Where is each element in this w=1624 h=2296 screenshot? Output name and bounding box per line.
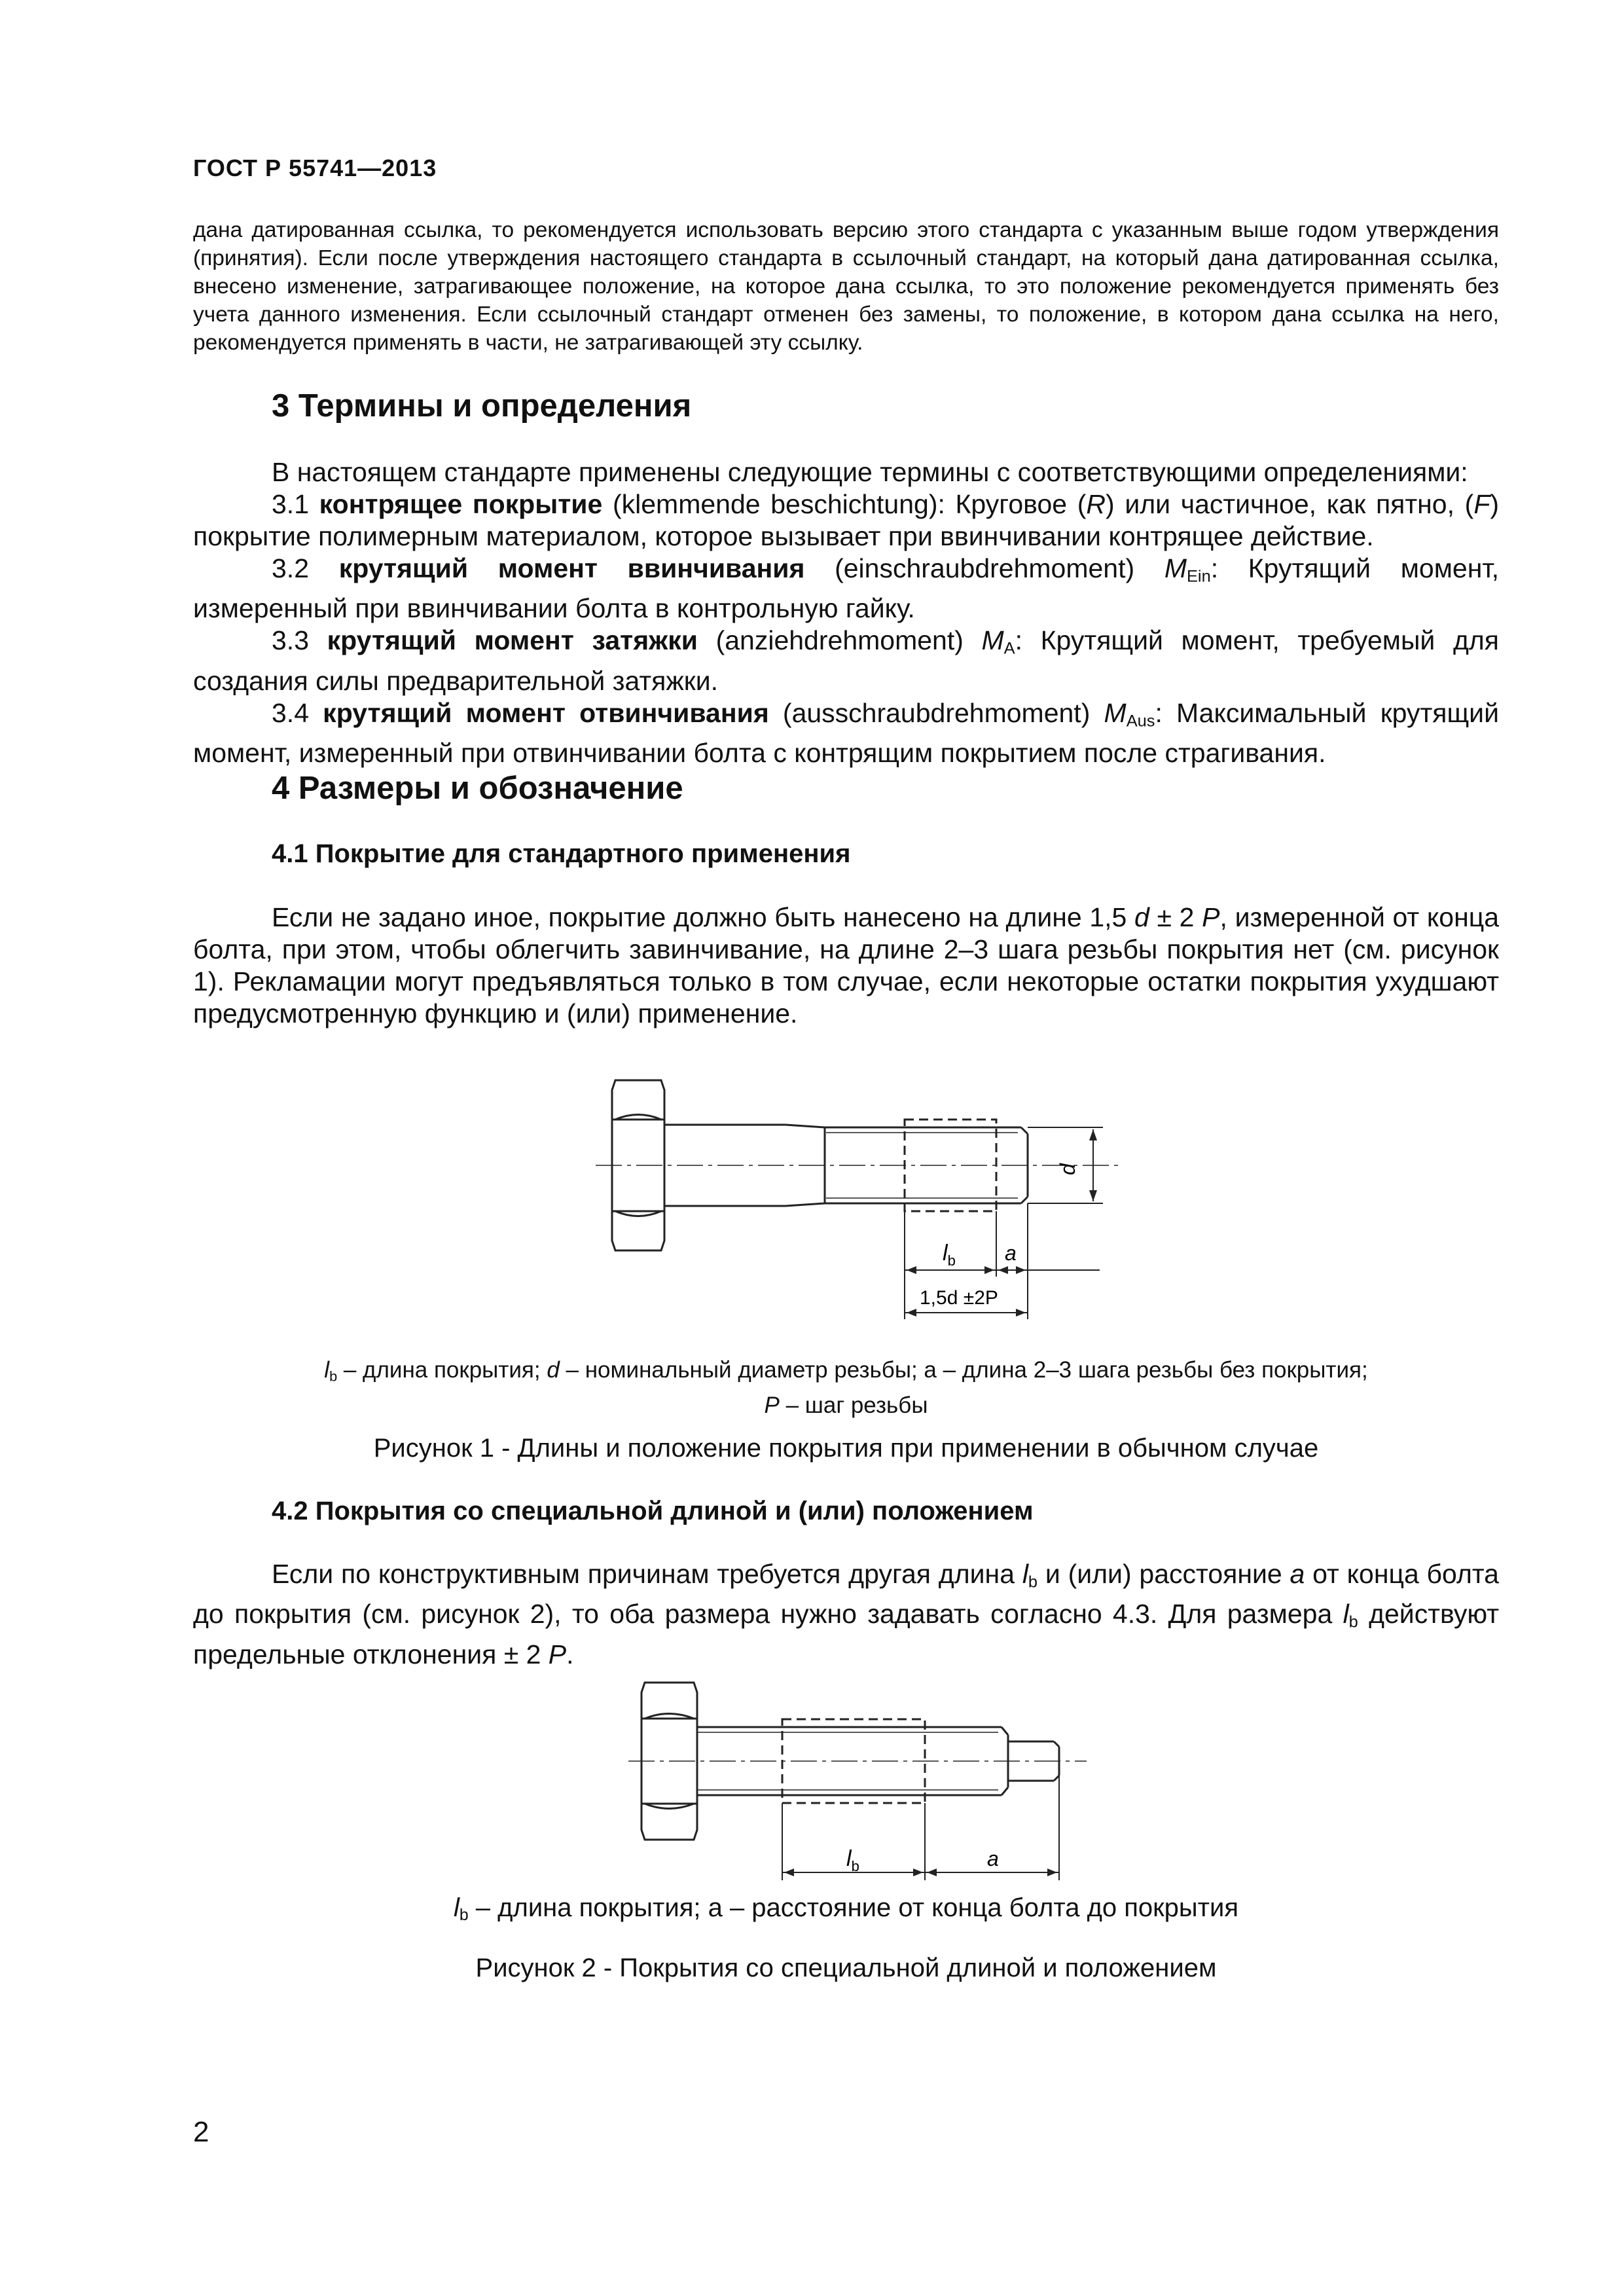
subsection-4-2-title: 4.2 Покрытия со специальной длиной и (или) положением <box>272 1497 1034 1525</box>
figure-2-note: $l_b$ – длина покрытия; а – расстояние от конца болта до покрытия <box>454 1893 1238 1925</box>
figure-1-label-lb: $l_b$ <box>943 1241 956 1269</box>
term-3-2: 3.2 крутящий момент ввинчивания (einschraubdrehmoment) $M_{Ein}$: Крутящий момент, измеренный при ввинчивании болта в контрольную гайку. <box>193 553 1499 624</box>
figure-1-label-d: d <box>1056 1163 1079 1175</box>
page-number: 2 <box>193 2116 209 2148</box>
term-3-3: 3.3 крутящий момент затяжки (anziehdrehmoment) $M_A$: Крутящий момент, требуемый для создания силы предварительной затяжки. <box>193 625 1499 696</box>
figure-1-label-a: a <box>1005 1241 1017 1265</box>
standard-header: ГОСТ Р 55741—2013 <box>193 155 437 181</box>
figure-2-caption: Рисунок 2 - Покрытия со специальной длиной и положением <box>475 1954 1217 1982</box>
figure-1-bolt-drawing <box>589 1067 1126 1342</box>
figure-1-caption: Рисунок 1 - Длины и положение покрытия при применении в обычном случае <box>373 1434 1319 1463</box>
term-3-4: 3.4 крутящий момент отвинчивания (ausschraubdrehmoment) $M_{Aus}$: Максимальный крутящий момент, измеренный при отвинчивании болта с контрящим покрытием после страгивания. <box>193 697 1499 769</box>
subsection-4-2-body: Если по конструктивным причинам требуется другая длина $l_b$ и (или) расстояние a от конца болта до покрытия (см. рисунок 2), то оба размера нужно задавать согласно 4.3. Для размера $l_b$ действуют предельные отклонения ± 2 P. <box>193 1559 1499 1669</box>
section-4-title: 4 Размеры и обозначение <box>272 771 683 806</box>
section-3-title: 3 Термины и определения <box>272 388 692 424</box>
subsection-4-1-title: 4.1 Покрытие для стандартного применения <box>272 839 851 868</box>
figure-2-label-lb: $l_b$ <box>846 1846 859 1874</box>
figure-2-label-a: a <box>987 1847 999 1870</box>
figure-1-note: $l_b$ – длина покрытия; d – номинальный диаметр резьбы; а – длина 2–3 шага резьбы без покрытия; P – шаг резьбы <box>324 1357 1368 1419</box>
figure-2-bolt-drawing <box>628 1676 1100 1899</box>
section-3-body <box>193 456 1499 769</box>
section-3-intro: В настоящем стандарте применены следующие термины с соответствующими определениями: <box>272 457 1468 487</box>
figure-1-label-dimension: 1,5d ±2P <box>920 1287 998 1309</box>
intro-paragraph: дана датированная ссылка, то рекомендуется использовать версию этого стандарта с указанным выше годом утверждения (принятия). Если после утверждения настоящего стандарта в ссылочный стандарт, на который дана датированная ссылка, внесено изменение, затрагивающее положение, на которое дана ссылка, то это положение рекомендуется применять без учета данного изменения. Если ссылочный стандарт отменен без замены, то положение, в котором дана ссылка на него, рекомендуется применять в части, не затрагивающей эту ссылку. <box>193 218 1499 355</box>
term-3-1: 3.1 контрящее покрытие (klemmende beschichtung): Круговое (R) или частичное, как пятно, (F) покрытие полимерным материалом, которое вызывает при ввинчивании контрящее действие. <box>193 489 1500 551</box>
subsection-4-1-body: Если не задано иное, покрытие должно быть нанесено на длине 1,5 d ± 2 P, измеренной от конца болта, при этом, чтобы облегчить завинчивание, на длине 2–3 шага резьбы покрытия нет (см. рисунок 1). Рекламации могут предъявляться только в том случае, если некоторые остатки покрытия ухудшают предусмотренную функцию и (или) применение. <box>193 902 1500 1029</box>
